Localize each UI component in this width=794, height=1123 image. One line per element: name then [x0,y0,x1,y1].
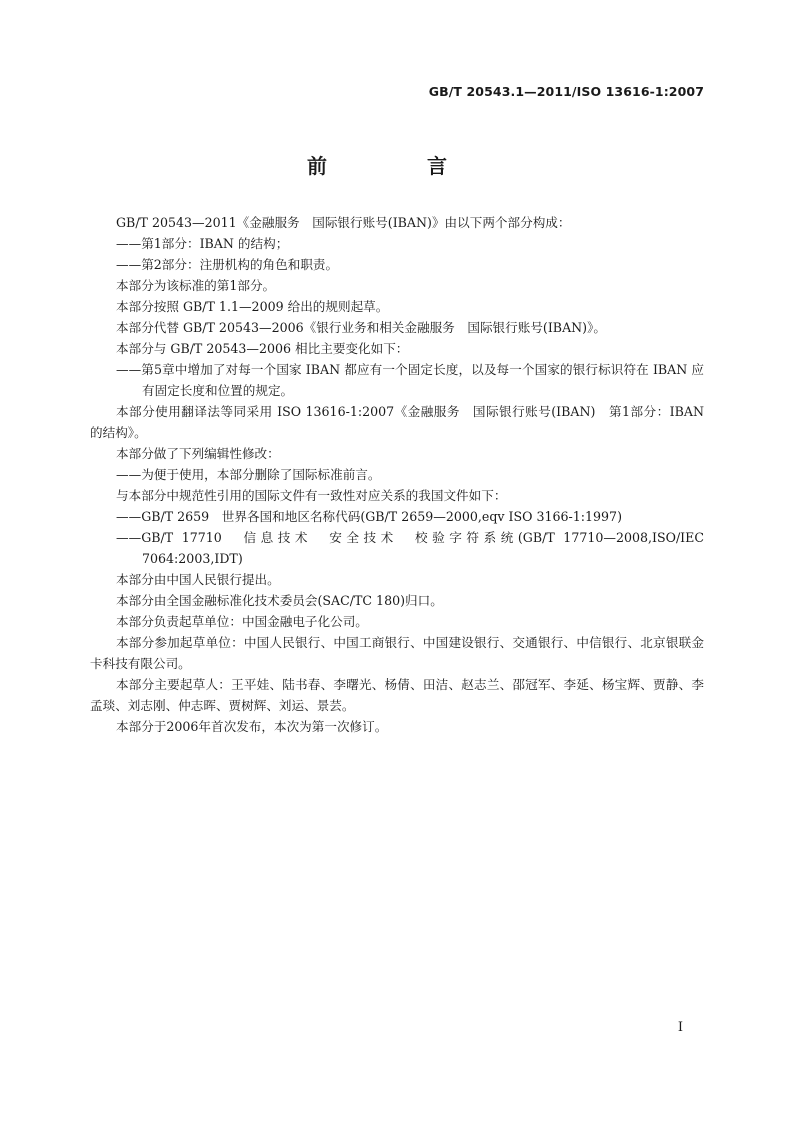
paragraph-authors: 本部分主要起草人：王平娃、陆书春、李曙光、杨倩、田洁、赵志兰、邵冠军、李延、杨宝辉、贾静、李孟琰、刘志刚、仲志晖、贾树辉、刘运、景芸。 [90,677,704,713]
page-number: I [677,1020,683,1035]
paragraph-participants: 本部分参加起草单位：中国人民银行、中国工商银行、中国建设银行、交通银行、中信银行、北京银联金卡科技有限公司。 [90,635,704,671]
list-item-change: ——第5章中增加了对每一个国家 IBAN 都应有一个固定长度，以及每一个国家的银行标识符在 IBAN 应有固定长度和位置的规定。 [116,362,704,398]
paragraph-proposer: 本部分由中国人民银行提出。 [116,572,280,587]
paragraph-references-intro: 与本部分中规范性引用的国际文件有一致性对应关系的我国文件如下： [116,488,507,503]
paragraph-history: 本部分于2006年首次发布，本次为第一次修订。 [116,719,388,734]
list-item-reference-2659: ——GB/T 2659 世界各国和地区名称代码(GB/T 2659—2000,eqv ISO 3166-1:1997) [116,509,622,524]
paragraph-composition: GB/T 20543—2011《金融服务 国际银行账号(IBAN)》由以下两个部分构成： [116,215,571,230]
paragraph-part-statement: 本部分为该标准的第1部分。 [116,278,276,293]
paragraph-drafting-rules: 本部分按照 GB/T 1.1—2009 给出的规则起草。 [116,299,389,314]
page-title: 前 言 [307,154,487,178]
list-item-part1: ——第1部分：IBAN 的结构； [116,236,289,251]
paragraph-adoption: 本部分使用翻译法等同采用 ISO 13616-1:2007《金融服务 国际银行账号(IBAN) 第1部分：IBAN 的结构》。 [90,404,704,440]
paragraph-editorial-intro: 本部分做了下列编辑性修改： [116,446,280,461]
paragraph-lead-drafter: 本部分负责起草单位：中国金融电子化公司。 [116,614,368,629]
standard-code: GB/T 20543.1—2011/ISO 13616-1:2007 [428,84,704,99]
list-item-reference-17710: ——GB/T 17710 信息技术 安全技术 校验字符系统(GB/T 17710—2008,ISO/IEC 7064:2003,IDT) [116,530,704,566]
paragraph-committee: 本部分由全国金融标准化技术委员会(SAC/TC 180)归口。 [116,593,443,608]
paragraph-replaces: 本部分代替 GB/T 20543—2006《银行业务和相关金融服务 国际银行账号(IBAN)》。 [116,320,606,335]
document-body [90,212,704,737]
paragraph-changes-intro: 本部分与 GB/T 20543—2006 相比主要变化如下： [116,341,409,356]
list-item-editorial: ——为便于使用，本部分删除了国际标准前言。 [116,467,381,482]
list-item-part2: ——第2部分：注册机构的角色和职责。 [116,257,339,272]
